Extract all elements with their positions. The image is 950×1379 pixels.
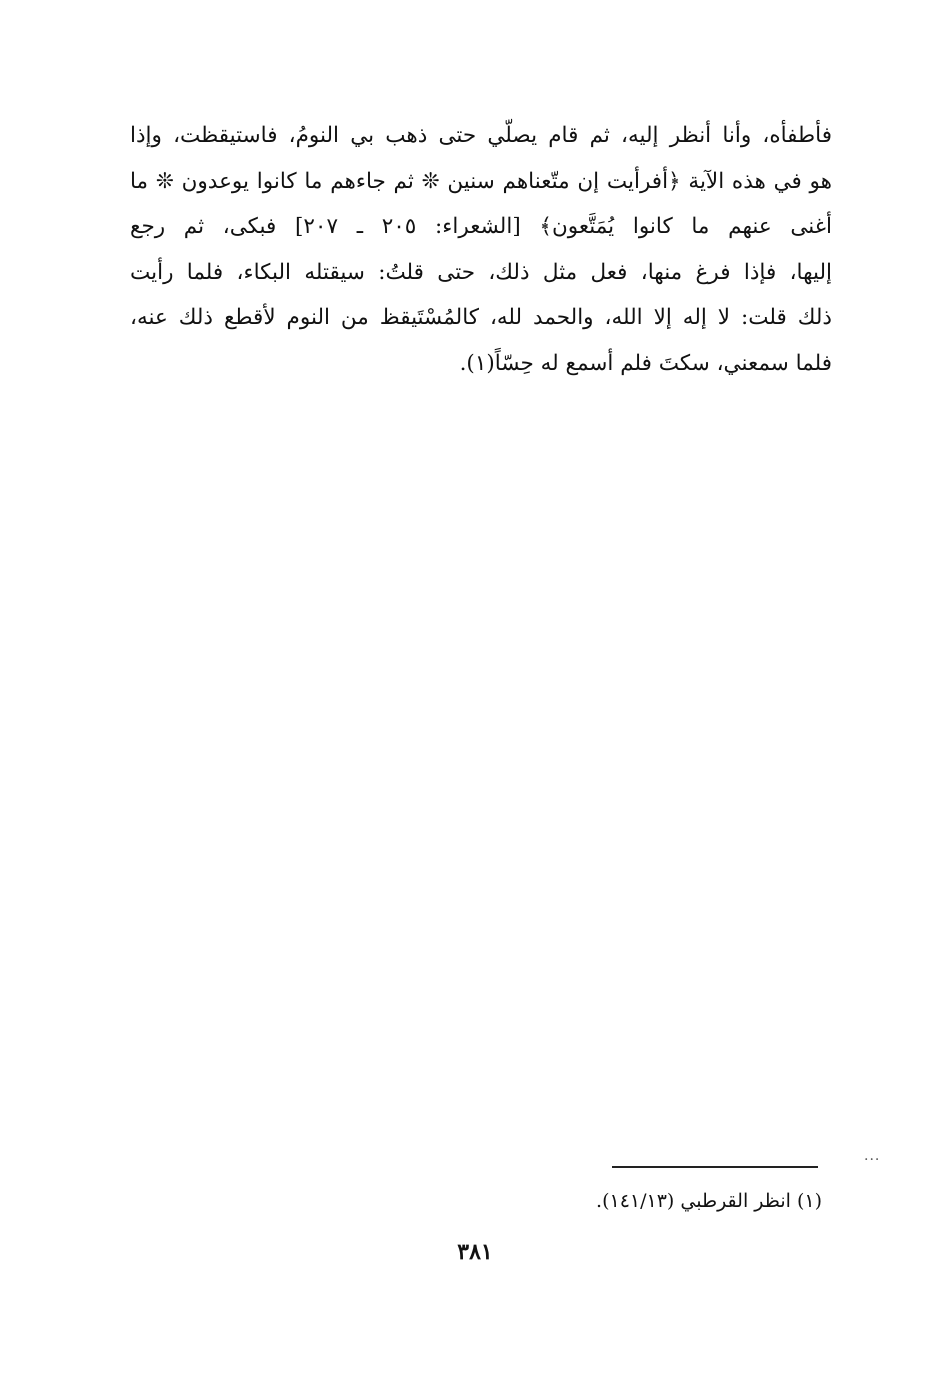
text-line: إليها، فإذا فرغ منها، فعل مثل ذلك، حتى قلتُ: سيقتله البكاء، فلما رأيت	[130, 259, 832, 285]
footnote-divider	[612, 1166, 818, 1168]
text-line: هو في هذه الآية ﴿أفرأيت إن متّعناهم سنين ❊ ثم جاءهم ما كانوا يوعدون ❊ ما	[130, 168, 832, 194]
main-text-block	[130, 113, 832, 386]
text-line: فلما سمعني، سكتَ فلم أسمع له حِسّاً(١).	[459, 350, 832, 376]
text-line: ذلك قلت: لا إله إلا الله، والحمد لله، كالمُسْتَيقظ من النوم لأقطع ذلك عنه،	[130, 305, 832, 330]
scan-mark: ...	[864, 1148, 881, 1164]
footnote: (١) انظر القرطبي (١٤١/١٣).	[596, 1190, 822, 1212]
text-line: فأطفأه، وأنا أنظر إليه، ثم قام يصلّي حتى ذهب بي النومُ، فاستيقظت، وإذا	[130, 123, 832, 148]
text-line: أغنى عنهم ما كانوا يُمَتَّعون﴾ [الشعراء: ٢٠٥ ـ ٢٠٧] فبكى، ثم رجع	[130, 214, 832, 239]
page-number: ٣٨١	[457, 1239, 493, 1265]
